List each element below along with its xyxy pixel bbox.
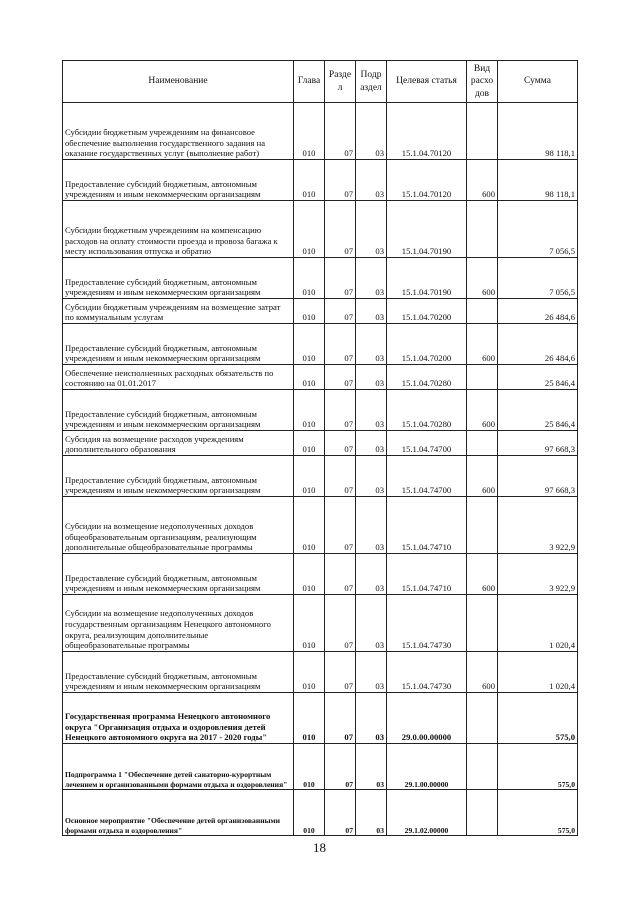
cell-glava: 010 (294, 324, 325, 365)
cell-target: 29.1.02.00000 (387, 790, 467, 836)
cell-glava: 010 (294, 554, 325, 595)
cell-podrazdel: 03 (356, 160, 387, 201)
cell-podrazdel: 03 (356, 497, 387, 554)
cell-name: Государственная программа Ненецкого автономного округа "Организация отдыха и оздоровления детей Ненецкого автономного округа на 2017 - 2020 годы" (63, 693, 294, 744)
table-row (63, 456, 578, 497)
cell-name: Субсидии на возмещение недополученных доходов общеобразовательным организациям, реализующим дополнительные общеобразовательные программы (63, 497, 294, 554)
table-row (63, 693, 578, 744)
table-row (63, 160, 578, 201)
cell-glava: 010 (294, 258, 325, 299)
cell-razdel: 07 (325, 652, 356, 693)
cell-sum: 1 020,4 (498, 652, 578, 693)
cell-name: Субсидии бюджетным учреждениям на компенсацию расходов на оплату стоимости проезда и провоза багажа к месту использования отпуска и обратно (63, 201, 294, 258)
cell-name: Субсидии бюджетным учреждениям на финансовое обеспечение выполнения государственного задания на оказание государственных услуг (выполнение работ) (63, 103, 294, 160)
header-name: Наименование (63, 61, 294, 103)
cell-vid: 600 (467, 554, 498, 595)
cell-vid: 600 (467, 390, 498, 431)
cell-sum: 575,0 (498, 693, 578, 744)
cell-target: 15.1.04.74710 (387, 554, 467, 595)
cell-glava: 010 (294, 790, 325, 836)
table-row (63, 201, 578, 258)
cell-glava: 010 (294, 160, 325, 201)
cell-sum: 7 056,5 (498, 201, 578, 258)
cell-podrazdel: 03 (356, 365, 387, 390)
cell-vid: 600 (467, 160, 498, 201)
table-row (63, 431, 578, 456)
table-body (63, 103, 578, 836)
table-row (63, 497, 578, 554)
cell-vid (467, 693, 498, 744)
cell-target: 15.1.04.70120 (387, 160, 467, 201)
cell-glava: 010 (294, 201, 325, 258)
cell-glava: 010 (294, 431, 325, 456)
cell-name: Предоставление субсидий бюджетным, автономным учреждениям и иным некоммерческим организациям (63, 390, 294, 431)
cell-razdel: 07 (325, 201, 356, 258)
table-row (63, 790, 578, 836)
cell-podrazdel: 03 (356, 431, 387, 456)
cell-podrazdel: 03 (356, 299, 387, 324)
cell-vid: 600 (467, 258, 498, 299)
cell-target: 15.1.04.74700 (387, 431, 467, 456)
cell-target: 15.1.04.74730 (387, 652, 467, 693)
table-row (63, 652, 578, 693)
cell-razdel: 07 (325, 456, 356, 497)
cell-vid (467, 431, 498, 456)
cell-podrazdel: 03 (356, 693, 387, 744)
header-sum: Сумма (498, 61, 578, 103)
cell-glava: 010 (294, 103, 325, 160)
cell-target: 15.1.04.70280 (387, 390, 467, 431)
cell-target: 29.1.00.00000 (387, 744, 467, 790)
cell-razdel: 07 (325, 103, 356, 160)
cell-razdel: 07 (325, 390, 356, 431)
table-row (63, 595, 578, 652)
table-row (63, 390, 578, 431)
cell-target: 15.1.04.74730 (387, 595, 467, 652)
cell-vid (467, 744, 498, 790)
cell-podrazdel: 03 (356, 652, 387, 693)
cell-sum: 97 668,3 (498, 456, 578, 497)
header-razdel: Разде л (325, 61, 356, 103)
cell-razdel: 07 (325, 160, 356, 201)
cell-razdel: 07 (325, 744, 356, 790)
table-row (63, 258, 578, 299)
cell-vid (467, 365, 498, 390)
cell-target: 29.0.00.00000 (387, 693, 467, 744)
cell-vid: 600 (467, 456, 498, 497)
cell-sum: 98 118,1 (498, 160, 578, 201)
cell-target: 15.1.04.70190 (387, 201, 467, 258)
cell-podrazdel: 03 (356, 258, 387, 299)
cell-target: 15.1.04.70280 (387, 365, 467, 390)
cell-sum: 3 922,9 (498, 554, 578, 595)
header-target: Целевая статья (387, 61, 467, 103)
cell-sum: 25 846,4 (498, 390, 578, 431)
cell-sum: 26 484,6 (498, 299, 578, 324)
cell-razdel: 07 (325, 595, 356, 652)
cell-sum: 1 020,4 (498, 595, 578, 652)
cell-razdel: 07 (325, 693, 356, 744)
cell-vid (467, 299, 498, 324)
table-row (63, 365, 578, 390)
table-row (63, 554, 578, 595)
cell-target: 15.1.04.70190 (387, 258, 467, 299)
cell-target: 15.1.04.74710 (387, 497, 467, 554)
cell-vid (467, 497, 498, 554)
cell-podrazdel: 03 (356, 744, 387, 790)
cell-name: Предоставление субсидий бюджетным, автономным учреждениям и иным некоммерческим организациям (63, 324, 294, 365)
cell-glava: 010 (294, 390, 325, 431)
header-glava: Глава (294, 61, 325, 103)
cell-glava: 010 (294, 595, 325, 652)
cell-podrazdel: 03 (356, 201, 387, 258)
cell-razdel: 07 (325, 497, 356, 554)
cell-glava: 010 (294, 693, 325, 744)
cell-razdel: 07 (325, 258, 356, 299)
cell-glava: 010 (294, 365, 325, 390)
cell-name: Основное мероприятие "Обеспечение детей организованными формами отдыха и оздоровления" (63, 790, 294, 836)
cell-name: Субсидии бюджетным учреждениям на возмещение затрат по коммунальным услугам (63, 299, 294, 324)
cell-podrazdel: 03 (356, 595, 387, 652)
cell-vid (467, 103, 498, 160)
cell-name: Предоставление субсидий бюджетным, автономным учреждениям и иным некоммерческим организациям (63, 258, 294, 299)
header-podrazdel: Подр аздел (356, 61, 387, 103)
cell-sum: 25 846,4 (498, 365, 578, 390)
cell-name: Предоставление субсидий бюджетным, автономным учреждениям и иным некоммерческим организациям (63, 160, 294, 201)
cell-target: 15.1.04.70120 (387, 103, 467, 160)
cell-sum: 98 118,1 (498, 103, 578, 160)
cell-sum: 7 056,5 (498, 258, 578, 299)
cell-podrazdel: 03 (356, 790, 387, 836)
cell-name: Предоставление субсидий бюджетным, автономным учреждениям и иным некоммерческим организациям (63, 652, 294, 693)
cell-podrazdel: 03 (356, 103, 387, 160)
cell-podrazdel: 03 (356, 554, 387, 595)
cell-razdel: 07 (325, 790, 356, 836)
table-row (63, 103, 578, 160)
cell-name: Субсидии на возмещение недополученных доходов государственным организациям Ненецкого автономного округа, реализующим дополнительные общеобразовательные программы (63, 595, 294, 652)
cell-name: Обеспечение неисполненных расходных обязательств по состоянию на 01.01.2017 (63, 365, 294, 390)
cell-razdel: 07 (325, 554, 356, 595)
cell-podrazdel: 03 (356, 456, 387, 497)
table-row (63, 324, 578, 365)
cell-name: Предоставление субсидий бюджетным, автономным учреждениям и иным некоммерческим организациям (63, 554, 294, 595)
header-vid: Вид расхо дов (467, 61, 498, 103)
cell-vid: 600 (467, 652, 498, 693)
cell-razdel: 07 (325, 299, 356, 324)
cell-vid (467, 595, 498, 652)
budget-table (62, 60, 578, 836)
cell-podrazdel: 03 (356, 324, 387, 365)
cell-glava: 010 (294, 299, 325, 324)
cell-sum: 575,0 (498, 744, 578, 790)
table-row (63, 299, 578, 324)
cell-vid: 600 (467, 324, 498, 365)
cell-glava: 010 (294, 456, 325, 497)
cell-sum: 575,0 (498, 790, 578, 836)
cell-sum: 97 668,3 (498, 431, 578, 456)
header-row (63, 61, 578, 103)
cell-target: 15.1.04.74700 (387, 456, 467, 497)
table-row (63, 744, 578, 790)
cell-vid (467, 201, 498, 258)
cell-name: Субсидия на возмещение расходов учреждениям дополнительного образования (63, 431, 294, 456)
cell-sum: 26 484,6 (498, 324, 578, 365)
cell-sum: 3 922,9 (498, 497, 578, 554)
cell-glava: 010 (294, 744, 325, 790)
cell-target: 15.1.04.70200 (387, 324, 467, 365)
cell-target: 15.1.04.70200 (387, 299, 467, 324)
cell-vid (467, 790, 498, 836)
cell-podrazdel: 03 (356, 390, 387, 431)
cell-razdel: 07 (325, 324, 356, 365)
cell-name: Подпрограмма 1 "Обеспечение детей санаторно-курортным лечением и организованными формами отдыха и оздоровления" (63, 744, 294, 790)
cell-razdel: 07 (325, 431, 356, 456)
cell-glava: 010 (294, 497, 325, 554)
cell-razdel: 07 (325, 365, 356, 390)
cell-name: Предоставление субсидий бюджетным, автономным учреждениям и иным некоммерческим организациям (63, 456, 294, 497)
page-number: 18 (313, 840, 326, 855)
cell-glava: 010 (294, 652, 325, 693)
